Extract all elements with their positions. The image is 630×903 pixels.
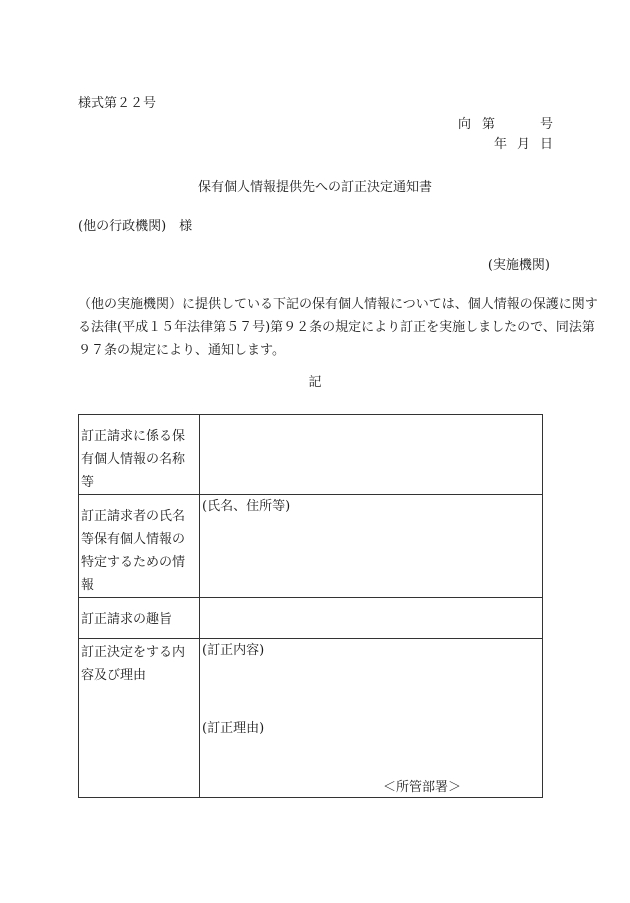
table-row (79, 639, 543, 798)
row-label-request-purpose: 訂正請求の趣旨 (79, 598, 200, 639)
table-row (79, 598, 543, 639)
body-line-1: （他の実施機関）に提供している下記の保有個人情報については、個人情報の保護に関す (78, 297, 598, 312)
ki-heading: 記 (308, 375, 322, 390)
table-row (79, 495, 543, 598)
row-label-record-name: 訂正請求に係る保有個人情報の名称等 (79, 415, 200, 495)
date-month: 月 (517, 137, 531, 152)
department-label: ＜所管部署＞ (383, 780, 462, 795)
row-value-decision-content (200, 639, 543, 798)
date-year: 年 (494, 137, 508, 152)
table-row (79, 415, 543, 495)
addressee: (他の行政機関) 様 (78, 219, 193, 234)
correction-content-label: (訂正内容) (202, 643, 265, 658)
body-line-3: ９７条の規定により、通知します。 (78, 343, 285, 358)
row-value-requester-info: (氏名、住所等) (200, 495, 543, 598)
form-number: 様式第２２号 (78, 96, 157, 111)
sender: (実施機関) (487, 258, 550, 273)
reference-dai: 第 (482, 117, 496, 132)
row-label-requester-info: 訂正請求者の氏名等保有個人情報の特定するための情報 (79, 495, 200, 598)
reference-go: 号 (540, 117, 554, 132)
date-day: 日 (540, 137, 554, 152)
row-label-decision-content: 訂正決定をする内容及び理由 (79, 639, 200, 798)
document-title: 保有個人情報提供先への訂正決定通知書 (197, 180, 432, 195)
body-paragraph (78, 293, 598, 362)
row-value-request-purpose (200, 598, 543, 639)
reference-mukai: 向 (458, 117, 472, 132)
body-line-2: る法律(平成１５年法律第５７号)第９２条の規定により訂正を実施しましたので、同法第 (78, 320, 595, 335)
row-value-record-name (200, 415, 543, 495)
record-table (78, 414, 543, 798)
correction-reason-label: (訂正理由) (202, 721, 265, 736)
